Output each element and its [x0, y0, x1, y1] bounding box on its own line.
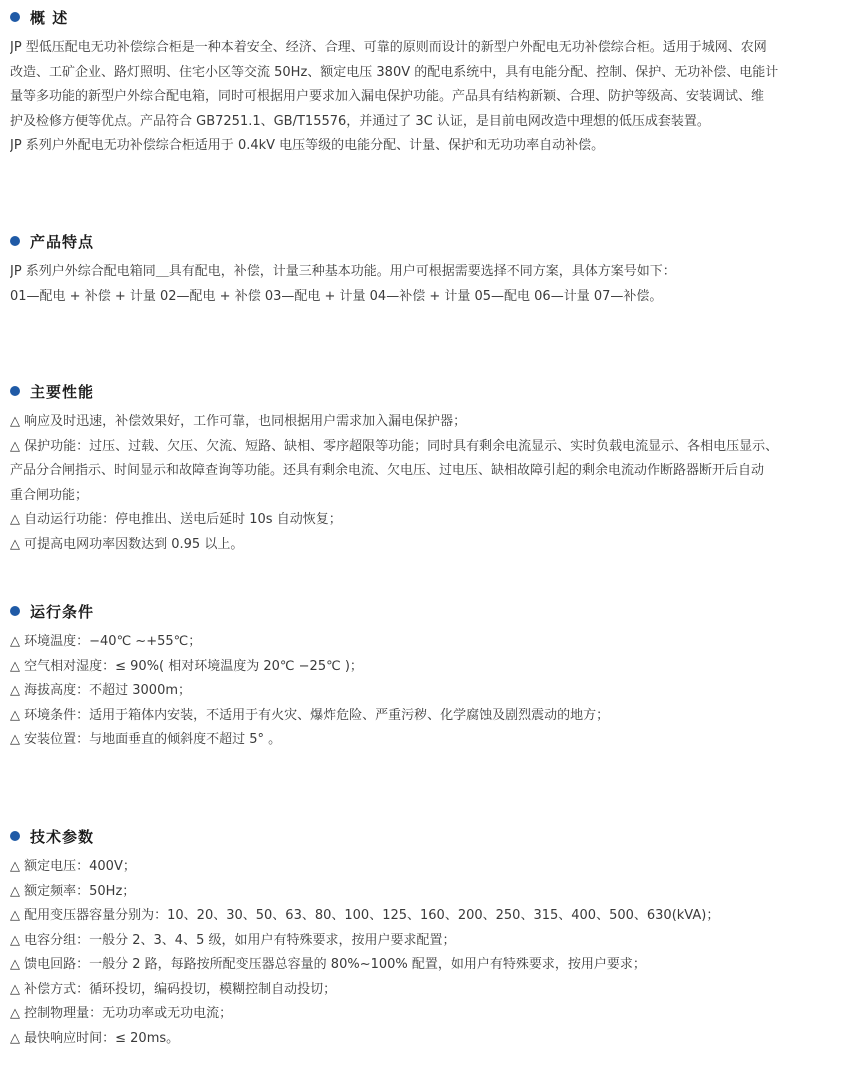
text-line: △ 海拔高度：不超过 3000m；	[10, 683, 192, 698]
text-line: △ 配用变压器容量分别为：10、20、30、50、63、80、100、125、160、200、250、315、400、500、630(kVA)；	[10, 908, 720, 923]
bullet-icon	[10, 386, 20, 396]
section-overview	[10, 6, 846, 159]
text-line: △ 馈电回路：一般分 2 路，每路按所配变压器总容量的 80%~100% 配置，如用户有特殊要求，按用户要求；	[10, 957, 646, 972]
section-title: 运行条件	[30, 602, 95, 621]
text-line: 量等多功能的新型户外综合配电箱，同时可根据用户要求加入漏电保护功能。产品具有结构新颖、合理、防护等级高、安装调试、维	[10, 89, 765, 104]
text-line: △ 控制物理量：无功功率或无功电流；	[10, 1006, 233, 1021]
section-conditions	[10, 600, 846, 753]
section-title: 主要性能	[30, 382, 95, 401]
text-line: △ 可提高电网功率因数达到 0.95 以上。	[10, 536, 244, 552]
text-line: △ 环境条件：适用于箱体内安装，不适用于有火灾、爆炸危险、严重污秽、化学腐蚀及剧烈震动的地方；	[10, 707, 610, 723]
section-title: 技术参数	[30, 827, 95, 846]
text-line: 产品分合闸指示、时间显示和故障查询等功能。还具有剩余电流、欠电压、过电压、缺相故障引起的剩余电流动作断路器断开后自动	[10, 463, 765, 478]
section-title: 产品特点	[30, 232, 95, 251]
text-line: △ 补偿方式：循环投切，编码投切，模糊控制自动投切；	[10, 981, 337, 997]
bullet-icon	[10, 12, 20, 22]
text-line: △ 电容分组：一般分 2、3、4、5 级，如用户有特殊要求，按用户要求配置；	[10, 932, 456, 948]
text-line: △ 额定电压：400V；	[10, 859, 136, 874]
text-line: 01—配电 + 补偿 + 计量 02—配电 + 补偿 03—配电 + 计量 04—补偿 + 计量 05—配电 06—计量 07—补偿。	[10, 288, 663, 304]
text-line: △ 空气相对湿度：≤ 90%( 相对环境温度为 20℃ −25℃ )；	[10, 658, 363, 674]
bullet-icon	[10, 236, 20, 246]
text-line: 改造、工矿企业、路灯照明、住宅小区等交流 50Hz、额定电压 380V 的配电系统中，具有电能分配、控制、保护、无功补偿、电能计	[10, 64, 779, 80]
section-params	[10, 825, 846, 1051]
bullet-icon	[10, 831, 20, 841]
text-line: △ 自动运行功能：停电推出、送电后延时 10s 自动恢复；	[10, 512, 342, 527]
text-line: △ 最快响应时间：≤ 20ms。	[10, 1030, 180, 1046]
section-features	[10, 230, 846, 309]
text-line: △ 安装位置：与地面垂直的倾斜度不超过 5° 。	[10, 732, 282, 747]
text-line: JP 系列户外综合配电箱同＿具有配电，补偿，计量三种基本功能。用户可根据需要选择不同方案，具体方案号如下：	[10, 264, 676, 279]
section-performance	[10, 380, 846, 557]
text-line: 重合闸功能；	[10, 487, 89, 503]
text-line: △ 额定频率：50Hz；	[10, 883, 136, 899]
text-line: 护及检修方便等优点。产品符合 GB7251.1、GB/T15576，并通过了 3C 认证，是目前电网改造中理想的低压成套装置。	[10, 113, 710, 129]
bullet-icon	[10, 606, 20, 616]
section-heading	[10, 825, 846, 847]
text-line: △ 保护功能：过压、过载、欠压、欠流、短路、缺相、零序超限等功能；同时具有剩余电流显示、实时负载电流显示、各相电压显示、	[10, 438, 779, 454]
section-heading	[10, 380, 846, 402]
text-line: △ 响应及时迅速，补偿效果好，工作可靠，也同根据用户需求加入漏电保护器；	[10, 414, 467, 429]
text-line: JP 系列户外配电无功补偿综合柜适用于 0.4kV 电压等级的电能分配、计量、保护和无功功率自动补偿。	[10, 138, 605, 153]
text-line: JP 型低压配电无功补偿综合柜是一种本着安全、经济、合理、可靠的原则而设计的新型户外配电无功补偿综合柜。适用于城网、农网	[10, 40, 767, 55]
text-line: △ 环境温度：−40℃ ~+55℃；	[10, 634, 202, 649]
section-heading	[10, 6, 846, 28]
section-heading	[10, 600, 846, 622]
section-title: 概 述	[30, 8, 69, 27]
section-heading	[10, 230, 846, 252]
